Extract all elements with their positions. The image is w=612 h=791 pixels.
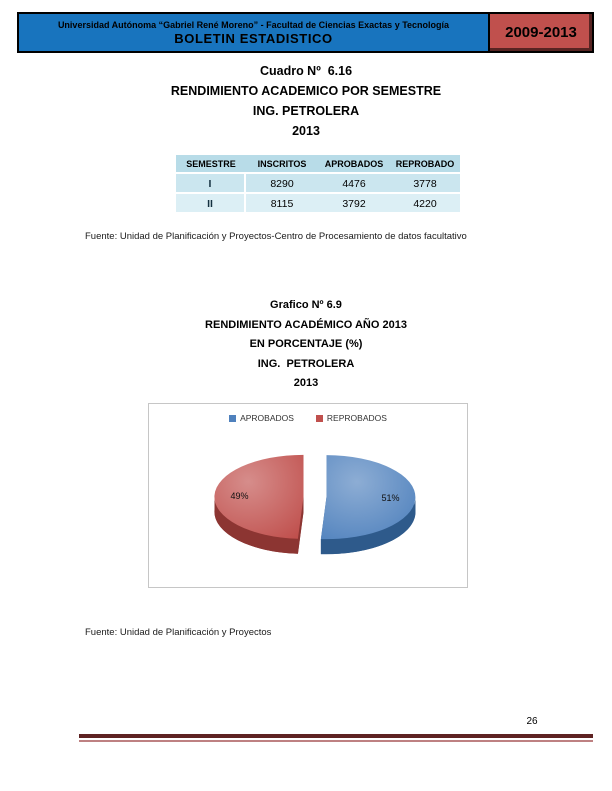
legend-label-reprobados: REPROBADOS: [326, 413, 387, 423]
grafico-year: 2013: [293, 377, 319, 389]
grafico-number: Grafico Nº 6.9: [270, 299, 342, 311]
footer-divider-thick: [79, 734, 593, 738]
col-header-inscritos: INSCRITOS: [246, 155, 318, 172]
cuadro-year: 2013: [292, 124, 320, 138]
table-cell-aprobados: 4476: [318, 174, 390, 192]
source-note-chart: Fuente: Unidad de Planificación y Proyectos: [85, 627, 272, 638]
pie-slice-label: 51%: [381, 493, 400, 504]
col-header-semestre: SEMESTRE: [176, 155, 246, 172]
footer-divider-thin: [79, 740, 593, 742]
table-cell-reprobado: 3778: [390, 174, 460, 192]
cuadro-title: RENDIMIENTO ACADEMICO POR SEMESTRE: [170, 84, 442, 98]
pie-chart: [149, 404, 469, 589]
grafico-career: ING. PETROLERA: [257, 357, 355, 370]
table-cell-semestre: II: [176, 194, 246, 212]
grafico-title: RENDIMIENTO ACADÉMICO AÑO 2013: [205, 318, 407, 331]
grafico-title-block: [0, 296, 612, 394]
legend-label-aprobados: APROBADOS: [240, 413, 294, 423]
chart-frame: [148, 403, 468, 588]
cuadro-number: Cuadro Nº 6.16: [259, 64, 353, 78]
pie-slice-label: 49%: [230, 490, 249, 501]
cuadro-career: ING. PETROLERA: [252, 104, 360, 118]
page-number: 26: [526, 716, 538, 727]
grafico-subtitle: EN PORCENTAJE (%): [249, 338, 363, 350]
banner-blue-panel: [19, 14, 488, 51]
university-title: Universidad Autónoma “Gabriel René Moreno” - Facultad de Ciencias Exactas y Tecnología: [57, 19, 450, 30]
col-header-reprobado: REPROBADO: [390, 155, 460, 172]
bulletin-title: BOLETIN ESTADISTICO: [174, 30, 333, 46]
col-header-aprobados: APROBADOS: [318, 155, 390, 172]
period-badge: 2009-2013: [488, 14, 592, 51]
header-banner: [17, 12, 594, 53]
semester-table: [176, 155, 460, 212]
source-note-table: Fuente: Unidad de Planificación y Proyectos-Centro de Procesamiento de datos facultativo: [85, 231, 467, 242]
table-cell-reprobado: 4220: [390, 194, 460, 212]
table-cell-semestre: I: [176, 174, 246, 192]
table-cell-inscritos: 8115: [246, 194, 318, 212]
table-cell-aprobados: 3792: [318, 194, 390, 212]
table-cell-inscritos: 8290: [246, 174, 318, 192]
cuadro-title-block: [0, 61, 612, 141]
